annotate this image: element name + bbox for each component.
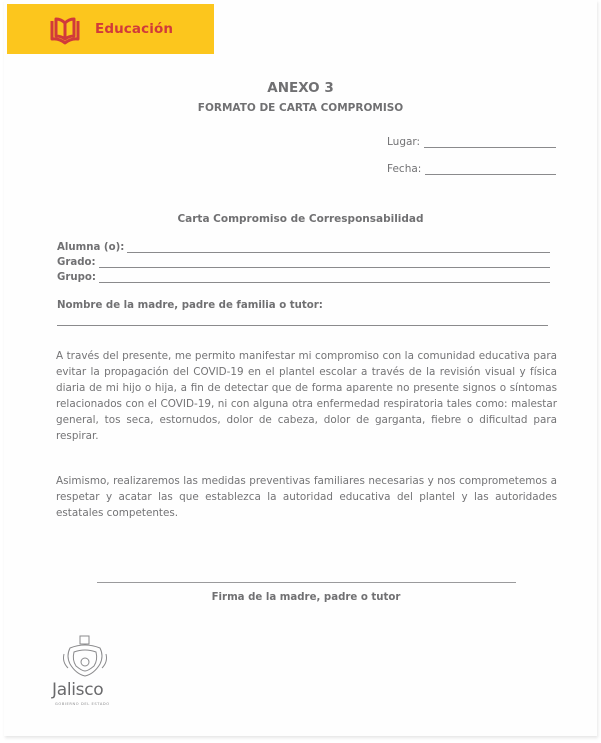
grado-label: Grado: [57,257,96,268]
education-badge [7,4,214,54]
signature-line[interactable] [97,582,516,583]
lugar-field[interactable] [380,136,556,148]
lugar-line[interactable] [424,137,556,148]
fecha-line[interactable] [425,164,556,175]
document-title: ANEXO 3 [267,80,334,96]
parent-name-label: Nombre de la madre, padre de familia o tutor: [57,300,323,311]
parent-name-line[interactable] [57,325,548,326]
alumna-label: Alumna (o): [57,242,125,253]
preventive-measures-paragraph: Asimismo, realizaremos las medidas preventivas familiares necesarias y nos comprometemos a respetar y acatar las que establezca la autoridad educativa del plantel y las autoridades estatales competentes. [56,475,557,520]
commitment-paragraph: A través del presente, me permito manifestar mi compromiso con la comunidad educativa para evitar la propagación del COVID-19 en el plantel escolar a través de la revisión visual y física diaria de mi hijo o hija, a fin de detectar que de forma aparente no presente signos o síntomas relacionados con el COVID-19, ni con alguna otra enfermedad respiratoria tales como: malestar general, tos seca, estornudos, dolor de cabeza, dolor de garganta, fiebre o dificultad para respirar. [56,350,557,443]
fecha-field[interactable] [380,163,556,175]
alumna-field[interactable] [57,240,550,253]
badge-label: Educación [95,21,174,37]
grupo-label: Grupo: [57,272,97,283]
section-title: Carta Compromiso de Corresponsabilidad [177,213,424,225]
alumna-line[interactable] [127,242,550,253]
document-subtitle: FORMATO DE CARTA COMPROMISO [197,102,404,114]
fecha-label: Fecha: [387,163,422,175]
open-book-icon [49,17,81,45]
jalisco-logo-name: Jalisco [52,680,104,700]
signature-label: Firma de la madre, padre o tutor [211,592,401,603]
grupo-line[interactable] [99,272,550,283]
lugar-label: Lugar: [387,136,421,148]
grado-line[interactable] [99,257,550,268]
grado-field[interactable] [57,255,550,268]
grupo-field[interactable] [57,270,550,283]
jalisco-logo-subtitle: GOBIERNO DEL ESTADO [55,702,110,706]
